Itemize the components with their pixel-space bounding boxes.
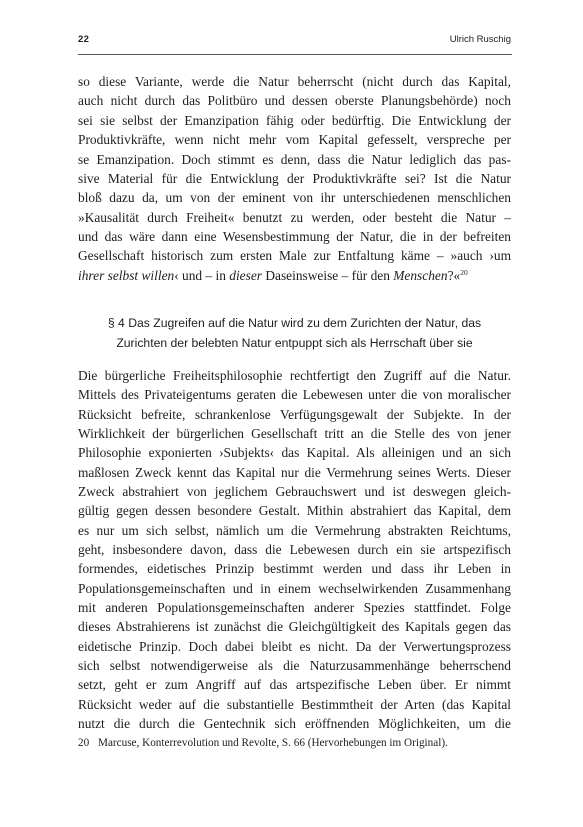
text-line: Rücksicht weder auf die substantielle Bestimmtheit der Arten (das Kapital <box>78 697 511 712</box>
text-line-last: ihrer selbst willen‹ und – in dieser Daseinsweise – für den Menschen?«$^{20}$ <box>78 268 468 283</box>
italic-text: ihrer selbst willen <box>78 268 175 283</box>
text-line: bloß dazu da, um von der eminent von ihr unterschiedenen menschlichen <box>78 190 511 205</box>
footnote-number: 20 <box>78 737 90 749</box>
text-line: Produktivkräfte, wenn nicht mehr vom Kapital gefesselt, verspreche per <box>78 132 511 147</box>
text-line: sive Material für die Entwicklung der Produktivkräfte sei? Ist die Natur <box>78 171 511 186</box>
italic-text: Menschen <box>393 268 448 283</box>
section-heading-line: Zurichten der belebten Natur entpuppt sich als Herrschaft über sie <box>116 336 473 350</box>
text-line: nutzt die durch die Gentechnik sich eröffnenden Möglichkeiten, um die <box>78 716 511 731</box>
text-line: und das wäre dann eine Wesensbestimmung der Natur, die in der befreiten <box>78 229 511 244</box>
text-line: es nur um sich selbst, nämlich um die Vermehrung abstrakten Reichtums, <box>78 523 511 538</box>
text-line: formendes, eidetisches Prinzip bestimmt werden und dass ihr Leben in <box>78 561 511 576</box>
footnote <box>78 737 511 749</box>
text-line: Gesellschaft historisch zum ersten Male zur Entfaltung käme – »auch ›um <box>78 248 511 263</box>
text-line: mit anderen Populationsgemeinschaften anderer Spezies stattfindet. Folge <box>78 600 511 615</box>
footnote-reference[interactable]: 20 <box>460 268 468 277</box>
section-heading-line: § 4 Das Zugreifen auf die Natur wird zu dem Zurichten der Natur, das <box>107 316 482 330</box>
text-line: Wirklichkeit der bürgerlichen Gesellschaft tritt an die Stelle des von jener <box>78 426 511 441</box>
text-line: Rücksicht befreite, schrankenlose Verfügungsgewalt der Subjekte. In der <box>78 407 511 422</box>
text-line: Die bürgerliche Freiheitsphilosophie rechtfertigt den Zugriff auf die Natur. <box>78 368 511 383</box>
text-line: se Emanzipation. Doch stimmt es denn, dass die Natur lediglich das pas- <box>78 152 511 167</box>
section-heading <box>78 313 511 353</box>
text-line: sei sie selbst der Emanzipation fähig oder bedürftig. Die Entwicklung der <box>78 113 511 128</box>
text-line: so diese Variante, werde die Natur beherrscht (nicht durch das Kapital, <box>78 74 511 89</box>
text-line: »Kausalität durch Freiheit« benutzt zu werden, oder besteht die Natur – <box>78 210 511 225</box>
text-line: setzt, geht er zum Angriff auf das artspezifische Leben über. Er nimmt <box>78 677 511 692</box>
text-line: Mittels des Privateigentums geraten die Lebewesen unter die von moralischer <box>78 387 511 402</box>
text-line: Populationsgemeinschaften und in einem wechselwirkenden Zusammenhang <box>78 581 511 596</box>
text-line: auch nicht durch das Politbüro und dessen oberste Planungsbehörde) noch <box>78 93 511 108</box>
text-line: Zweck abstrahiert von jeglichem Gebrauchswert und ist deswegen gleich- <box>78 484 511 499</box>
text-line: sich selbst notwendigerweise als die Naturzusammenhänge beherrschend <box>78 658 511 673</box>
text-line: Philosophie exponierten ›Subjekts‹ das Kapital. Als alleinigen und an sich <box>78 445 511 460</box>
text-line: geht, insbesondere davon, dass die Lebewesen durch ein sie artspezifisch <box>78 542 511 557</box>
text-line: gültig gegen dessen besondere Gestalt. Mithin abstrahiert das Kapital, dem <box>78 503 511 518</box>
text-line: dieses Abstrahierens ist zunächst die Gleichgültigkeit des Kapitals gegen das <box>78 619 511 634</box>
footnote-text: Marcuse, Konterrevolution und Revolte, S. 66 (Hervorhebungen im Original). <box>98 737 448 749</box>
text-line: eidetische Prinzip. Doch dabei bleibt es nicht. Da der Verwertungsprozess <box>78 639 511 654</box>
running-head-author: Ulrich Ruschig <box>449 34 511 45</box>
header-rule <box>78 54 512 55</box>
page-header <box>78 34 511 48</box>
italic-text: dieser <box>229 268 262 283</box>
text-line: maßlosen Zweck kennt das Kapital nur die Vermehrung seines Werts. Dieser <box>78 465 511 480</box>
page-number: 22 <box>78 34 90 45</box>
